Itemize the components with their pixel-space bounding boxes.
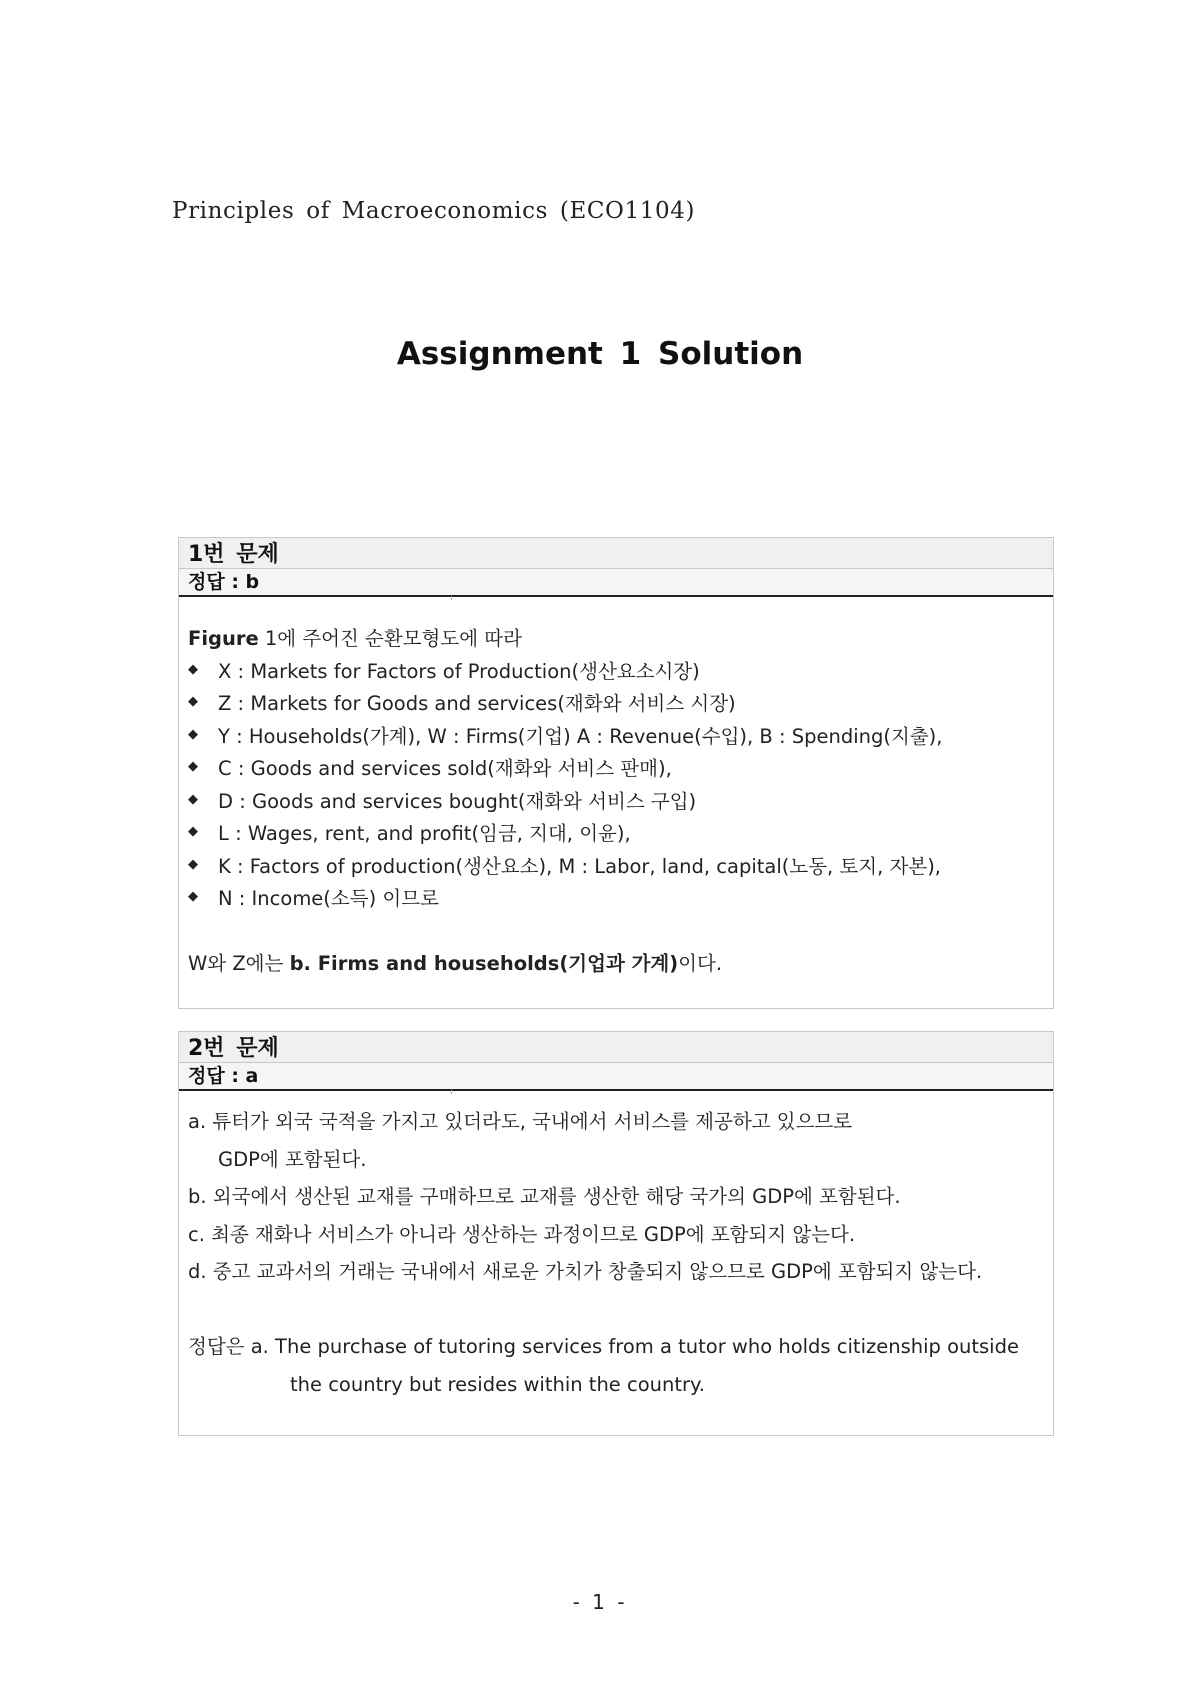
question-1-heading: 1번 문제 xyxy=(179,538,1053,569)
list-item-text: C : Goods and services sold(재화와 서비스 판매), xyxy=(218,757,672,780)
list-item xyxy=(188,688,1044,721)
diamond-bullet-icon: ◆ xyxy=(188,824,198,840)
list-item xyxy=(188,753,1044,786)
diamond-bullet-icon: ◆ xyxy=(188,694,198,710)
q2-conclusion: 정답은 a. The purchase of tutoring services from a tutor who holds citizenship outside xyxy=(188,1335,1019,1358)
question-2-answer-label: 정답 : a xyxy=(188,1065,259,1087)
q1-intro-text: 1에 주어진 순환모형도에 따라 xyxy=(258,627,522,650)
assignment-title: Assignment 1 Solution xyxy=(396,336,804,372)
diamond-bullet-icon: ◆ xyxy=(188,791,198,807)
q1-intro xyxy=(188,623,1044,656)
question-2-body xyxy=(179,1091,1053,1403)
list-item-text: N : Income(소득) 이므로 xyxy=(218,887,439,910)
list-item xyxy=(188,851,1044,884)
list-item xyxy=(188,786,1044,819)
list-item-text: K : Factors of production(생산요소), M : Labor, land, capital(노동, 토지, 자본), xyxy=(218,854,942,878)
spacer xyxy=(188,1291,1044,1329)
explanation-line: GDP에 포함된다. xyxy=(218,1147,367,1171)
question-1-box xyxy=(178,537,1054,1009)
explanation-line: d. 중고 교과서의 거래는 국내에서 새로운 가치가 창출되지 않으므로 GDP에 포함되지 않는다. xyxy=(188,1260,983,1283)
list-item-text: Y : Households(가계), W : Firms(기업) A : Revenue(수입), B : Spending(지출), xyxy=(218,724,943,748)
divider-tick xyxy=(451,1090,452,1094)
list-item xyxy=(188,656,1044,689)
figure-label: Figure xyxy=(188,627,259,650)
question-2-box xyxy=(178,1031,1054,1436)
explanation-line: c. 최종 재화나 서비스가 아니라 생산하는 과정이므로 GDP에 포함되지 않는다. xyxy=(188,1222,856,1246)
spacer xyxy=(188,916,1044,949)
list-item xyxy=(188,883,1044,916)
q1-conclusion xyxy=(188,948,1044,981)
list-item-text: X : Markets for Factors of Production(생산요소시장) xyxy=(218,659,700,683)
diamond-bullet-icon: ◆ xyxy=(188,759,198,775)
page-number: - 1 - xyxy=(572,1590,628,1614)
question-2-answer xyxy=(179,1063,1053,1091)
diamond-bullet-icon: ◆ xyxy=(188,726,198,742)
diamond-bullet-icon: ◆ xyxy=(188,856,198,872)
list-item-text: L : Wages, rent, and profit(임금, 지대, 이윤), xyxy=(218,822,631,845)
course-title: Principles of Macroeconomics (ECO1104) xyxy=(172,198,696,224)
list-item xyxy=(188,818,1044,851)
divider-tick xyxy=(451,596,452,600)
list-item-text: D : Goods and services bought(재화와 서비스 구입) xyxy=(218,789,697,813)
question-2-heading: 2번 문제 xyxy=(179,1032,1053,1063)
question-1-answer-label: 정답 : b xyxy=(188,571,260,593)
q1-conclusion-suffix: 이다. xyxy=(678,952,723,975)
list-item-text: Z : Markets for Goods and services(재화와 서비스 시장) xyxy=(218,692,736,715)
diamond-bullet-icon: ◆ xyxy=(188,661,198,677)
explanation-line: b. 외국에서 생산된 교재를 구매하므로 교재를 생산한 해당 국가의 GDP에 포함된다. xyxy=(188,1185,901,1208)
explanation-line: a. 튜터가 외국 국적을 가지고 있더라도, 국내에서 서비스를 제공하고 있으므로 xyxy=(188,1110,853,1133)
list-item xyxy=(188,721,1044,754)
q1-conclusion-prefix: W와 Z에는 xyxy=(188,952,290,975)
question-1-answer xyxy=(179,569,1053,597)
q1-conclusion-answer: b. Firms and households(기업과 가계) xyxy=(289,952,679,975)
diamond-bullet-icon: ◆ xyxy=(188,889,198,905)
q2-conclusion-continued: the country but resides within the country. xyxy=(290,1372,705,1396)
question-1-body xyxy=(179,597,1053,981)
